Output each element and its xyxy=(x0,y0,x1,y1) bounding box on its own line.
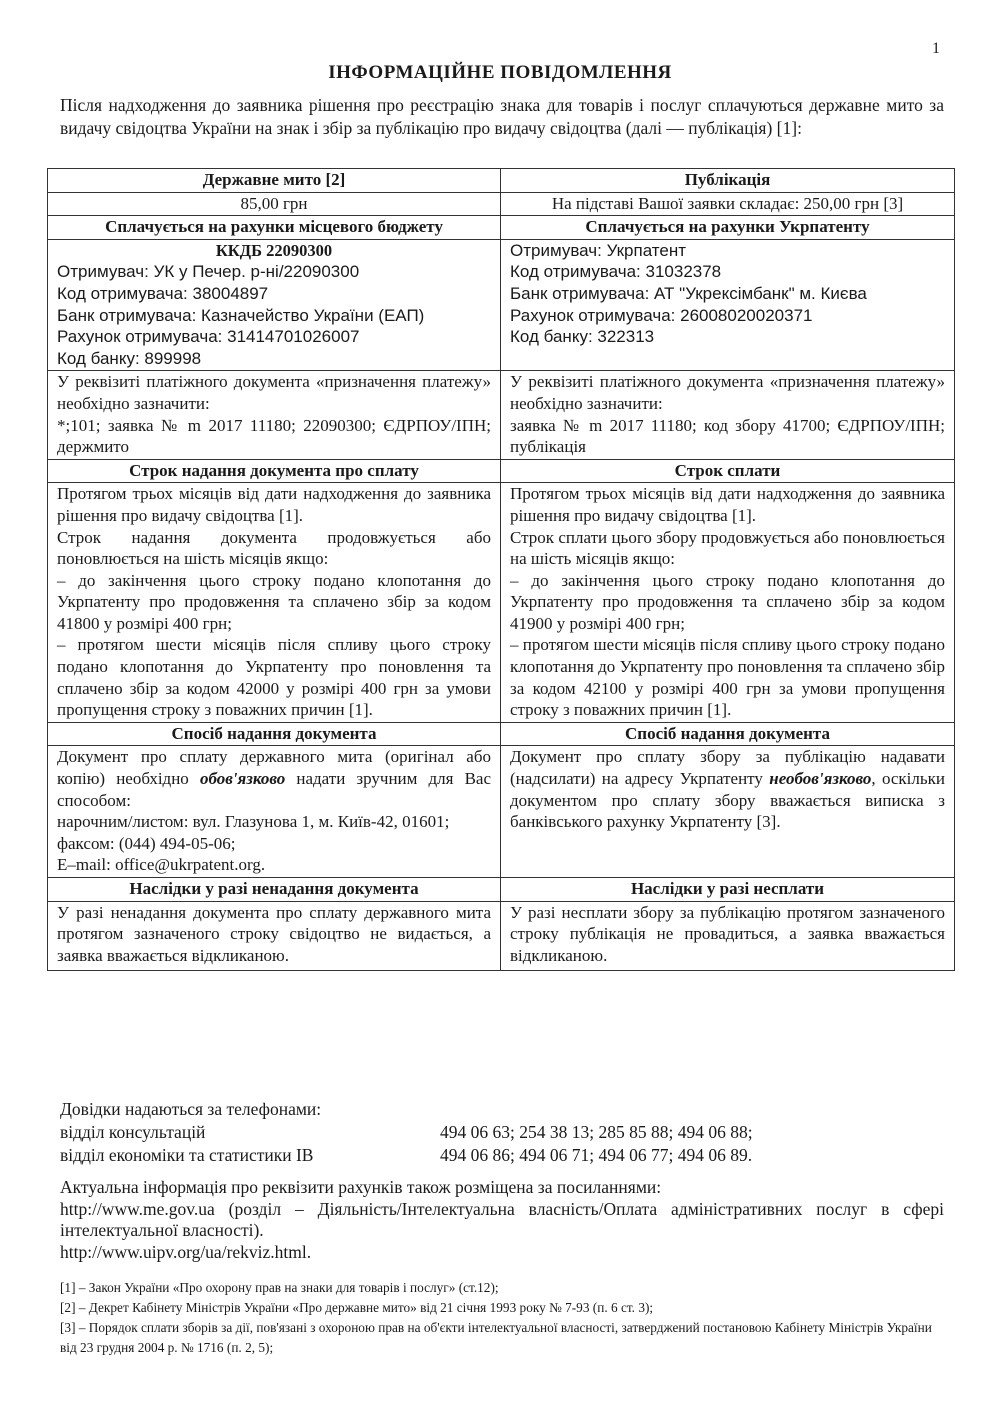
page-number: 1 xyxy=(932,40,940,57)
purpose-value: заявка № m 2017 11180; код збору 41700; ЄДРПОУ/ІПН; публікація xyxy=(510,415,945,457)
requisites-row xyxy=(48,239,955,371)
link-uipv[interactable]: http://www.uipv.org/ua/rekviz.html. xyxy=(60,1241,312,1262)
publication-method-header: Спосіб надання документа xyxy=(501,722,955,746)
requisite-line: Рахунок отримувача: 31414701026007 xyxy=(57,327,360,347)
method-line: нарочним/листом: вул. Глазунова 1, м. Київ-42, 01601; xyxy=(57,812,450,832)
method-text-after: надати зручним для Вас способом: xyxy=(57,769,492,810)
non-submission-text: У разі ненадання документа про сплату державного мита протягом зазначеного строку свідоцтво не видається, а заявка вважається відкликаною. xyxy=(48,901,501,971)
requisite-line: Банк отримувача: Казначейство України (ЕАП) xyxy=(57,305,425,325)
method-text-after: , оскільки документом про сплату збору вважається виписка з банківського рахунку Укрпатенту [3]. xyxy=(510,769,946,832)
purpose-intro: У реквізиті платіжного документа «призначення платежу» необхідно зазначити: xyxy=(510,372,945,413)
non-payment-text: У разі несплати збору за публікацію протягом зазначеного строку публікація не провадиться, а заявка вважається відкликаною. xyxy=(501,901,955,971)
state-duty-amount: 85,00 грн xyxy=(48,192,501,216)
state-duty-purpose xyxy=(48,371,501,459)
method-emphasis: необов'язково xyxy=(769,769,872,789)
term-paragraph: – до закінчення цього строку подано клопотання до Укрпатенту про продовження та сплачено збір за кодом 41900 у розмірі 400 грн; xyxy=(510,570,945,633)
contact-row xyxy=(60,1121,944,1144)
amount-row xyxy=(48,192,955,216)
method-line: E–mail: office@ukrpatent.org. xyxy=(57,855,266,875)
contacts-section xyxy=(60,1098,944,1167)
requisite-line: Отримувач: УК у Печер. р-ні/22090300 xyxy=(57,262,360,282)
term-paragraph: – до закінчення цього строку подано клопотання до Укрпатенту про продовження та сплачено збір за кодом 41800 у розмірі 400 грн; xyxy=(57,570,491,633)
document-term-header: Строк надання документа про сплату xyxy=(48,459,501,483)
intro-paragraph: Після надходження до заявника рішення про реєстрацію знака для товарів і послуг сплачуються державне мито за видачу свідоцтва України на знак і збір за публікацію про видачу свідоцтва (далі — публікація) [1]: xyxy=(60,95,944,138)
requisite-line: Рахунок отримувача: 26008020020371 xyxy=(510,305,813,325)
footnotes xyxy=(60,1278,944,1358)
document-term-text xyxy=(48,483,501,723)
requisite-line: Код банку: 899998 xyxy=(57,348,202,368)
term-paragraph: Протягом трьох місяців від дати надходження до заявника рішення про видачу свідоцтва [1]. xyxy=(510,484,945,525)
local-budget-requisites xyxy=(48,239,501,371)
non-submission-header: Наслідки у разі ненадання документа xyxy=(48,878,501,902)
footnote: [1] – Закон України «Про охорону прав на знаки для товарів і послуг» (ст.12); xyxy=(60,1280,499,1295)
local-budget-header: Сплачується на рахунки місцевого бюджету xyxy=(48,216,501,240)
consequence-header-row xyxy=(48,878,955,902)
term-paragraph: Строк сплати цього збору продовжується або поновлюється на шість місяців якщо: xyxy=(510,527,945,569)
requisite-line: Код банку: 322313 xyxy=(510,327,655,347)
state-duty-header: Державне мито [2] xyxy=(48,169,501,193)
contact-row xyxy=(60,1144,944,1167)
requisite-line: Отримувач: Укрпатент xyxy=(510,240,687,260)
requisite-line: Банк отримувача: АТ "Укрексімбанк" м. Києва xyxy=(510,283,867,303)
term-paragraph: Протягом трьох місяців від дати надходження до заявника рішення про видачу свідоцтва [1]. xyxy=(57,484,491,525)
publication-header: Публікація xyxy=(501,169,955,193)
header-row xyxy=(48,169,955,193)
publication-method-text xyxy=(501,746,955,878)
payment-term-text xyxy=(501,483,955,723)
contact-label: відділ економіки та статистики ІВ xyxy=(60,1145,314,1165)
purpose-row xyxy=(48,371,955,459)
link-me-gov[interactable]: http://www.me.gov.ua (розділ – Діяльність/Інтелектуальна власність/Оплата адміністративних послуг в сфері інтелектуальної власності). xyxy=(60,1198,944,1240)
publication-purpose xyxy=(501,371,955,459)
method-emphasis: обов'язково xyxy=(199,769,286,789)
method-header-row xyxy=(48,722,955,746)
contact-phones: 494 06 86; 494 06 71; 494 06 77; 494 06 89. xyxy=(440,1145,753,1165)
method-paragraph xyxy=(510,746,945,832)
method-text-before: Документ про сплату збору за публікацію надавати (надсилати) на адресу Укрпатенту xyxy=(510,747,945,789)
state-duty-method-header: Спосіб надання документа xyxy=(48,722,501,746)
ukrpatent-requisites xyxy=(501,239,955,371)
footnote: [3] – Порядок сплати зборів за дії, пов'язані з охороною прав на об'єкти інтелектуальної власності, затверджений постановою Кабінету Міністрів України від 23 грудня 2004 р. № 1716 (п. 2, 5); xyxy=(60,1320,932,1355)
method-paragraph xyxy=(57,746,491,811)
contact-phones: 494 06 63; 254 38 13; 285 85 88; 494 06 88; xyxy=(440,1122,753,1142)
requisite-line: Код отримувача: 38004897 xyxy=(57,283,269,303)
term-header-row xyxy=(48,459,955,483)
contact-label: відділ консультацій xyxy=(60,1122,206,1142)
footnote: [2] – Декрет Кабінету Міністрів України «Про державне мито» від 21 січня 1993 року № 7-93 (п. 6 ст. 3); xyxy=(60,1300,654,1315)
method-line: факсом: (044) 494-05-06; xyxy=(57,833,236,853)
pay-target-row xyxy=(48,216,955,240)
term-paragraph: – протягом шести місяців після спливу цього строку подано клопотання до Укрпатенту про поновлення та сплачено збір за кодом 42100 у розмірі 400 грн за умови пропущення строку з поважних причин [1]. xyxy=(510,635,945,720)
requisite-line: Код отримувача: 31032378 xyxy=(510,262,722,282)
state-duty-method-text xyxy=(48,746,501,878)
publication-amount: На підставі Вашої заявки складає: 250,00 грн [3] xyxy=(501,192,955,216)
contacts-heading: Довідки надаються за телефонами: xyxy=(60,1099,322,1119)
links-intro: Актуальна інформація про реквізити рахунків також розміщена за посиланнями: xyxy=(60,1177,662,1197)
method-text-before: Документ про сплату державного мита (оригінал або копію) необхідно xyxy=(57,747,491,789)
payment-term-header: Строк сплати xyxy=(501,459,955,483)
non-payment-header: Наслідки у разі несплати xyxy=(501,878,955,902)
ukrpatent-header: Сплачується на рахунки Укрпатенту xyxy=(501,216,955,240)
term-paragraph: – протягом шести місяців після спливу цього строку подано клопотання до Укрпатенту про поновлення та сплачено збір за кодом 42000 у розмірі 400 грн за умови пропущення строку з поважних причин [1]. xyxy=(57,635,491,720)
term-paragraph: Строк надання документа продовжується або поновлюється на шість місяців якщо: xyxy=(57,527,491,569)
consequence-row xyxy=(48,901,955,971)
term-row xyxy=(48,483,955,723)
payment-table xyxy=(47,168,955,971)
document-title: ІНФОРМАЦІЙНЕ ПОВІДОМЛЕННЯ xyxy=(328,62,672,83)
purpose-intro: У реквізиті платіжного документа «призначення платежу» необхідно зазначити: xyxy=(57,372,491,413)
links-section xyxy=(60,1177,944,1263)
kkdb-code: ККДБ 22090300 xyxy=(215,240,333,260)
purpose-value: *;101; заявка № m 2017 11180; 22090300; ЄДРПОУ/ІПН; держмито xyxy=(57,415,491,457)
method-row xyxy=(48,746,955,878)
